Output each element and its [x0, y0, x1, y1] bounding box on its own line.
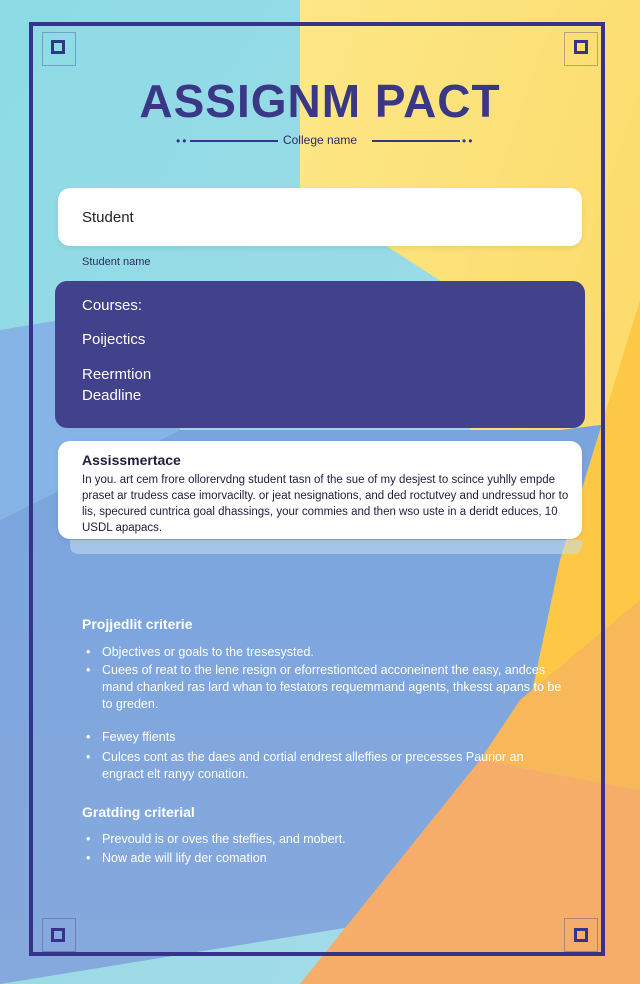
- student-field[interactable]: [58, 188, 582, 246]
- bullet-dot: •: [86, 730, 91, 744]
- corner-square-bottom-left: [51, 928, 65, 942]
- divider-dots-left: ••: [176, 134, 189, 148]
- student-field-value: Student: [82, 209, 134, 226]
- courses-panel: [55, 281, 585, 428]
- bullet-dot: •: [86, 851, 91, 865]
- list-item-text: Now ade will lify der comation: [102, 851, 267, 865]
- list-item: [86, 850, 556, 868]
- bullet-dot: •: [86, 645, 91, 659]
- bullet-dot: •: [86, 832, 91, 846]
- courses-label: Courses:: [82, 297, 143, 314]
- subtitle-divider: [0, 131, 640, 151]
- list-item-text: Culces cont as the daes and cortial endrest alleffies or precesses Paurior an engract elt ranyy conation.: [102, 750, 524, 781]
- divider-line-right: [372, 140, 460, 142]
- college-name: College name: [282, 133, 358, 147]
- list-item: [86, 729, 556, 747]
- list-item: [86, 644, 556, 662]
- assessment-title: Assissmertace: [82, 452, 181, 468]
- deadline-label: Deadline: [82, 387, 142, 404]
- list-item: [86, 749, 556, 785]
- project-criteria-heading: Projjedlit criterie: [82, 616, 193, 632]
- projects-label: Poijectics: [82, 331, 146, 348]
- bullet-dot: •: [86, 663, 91, 677]
- grading-criteria-heading: Gratding criterial: [82, 804, 195, 820]
- corner-square-bottom-right: [574, 928, 588, 942]
- list-item-text: Cuees of reat to the lene resign or eforrestiontced acconeinent the easy, andces mand chanked ras lard whan to festators requemmand agents, thkesst apans to be to greden.: [102, 663, 562, 711]
- student-name-label: Student name: [82, 256, 151, 268]
- list-item-text: Prevould is or oves the steffies, and mobert.: [102, 832, 346, 846]
- list-item-text: Objectives or goals to the tresesysted.: [102, 645, 314, 659]
- bullet-dot: •: [86, 750, 91, 764]
- assessment-card: [58, 441, 582, 539]
- corner-square-top-right: [574, 40, 588, 54]
- list-item: [86, 662, 562, 716]
- list-item-text: Fewey ffients: [102, 730, 176, 744]
- assessment-card-shadow-strip: [70, 540, 582, 554]
- list-item: [86, 831, 556, 849]
- reermtion-label: Reermtion: [82, 366, 152, 383]
- divider-dots-right: ••: [462, 134, 475, 148]
- corner-square-top-left: [51, 40, 65, 54]
- page-title: ASSIGNM PACT: [139, 75, 501, 127]
- assessment-body: In you. art cem frore ollorervdng student tasn of the sue of my desjest to scince yuhlly empde praset ar trudess case imorvacilty. or jeat nesignations, and ded roctutvey and undressud hor to lis, specured cuntrica goal dhassings, your commies and then wso uste in a deridt educes, 10 USDL apapacs.: [82, 474, 569, 534]
